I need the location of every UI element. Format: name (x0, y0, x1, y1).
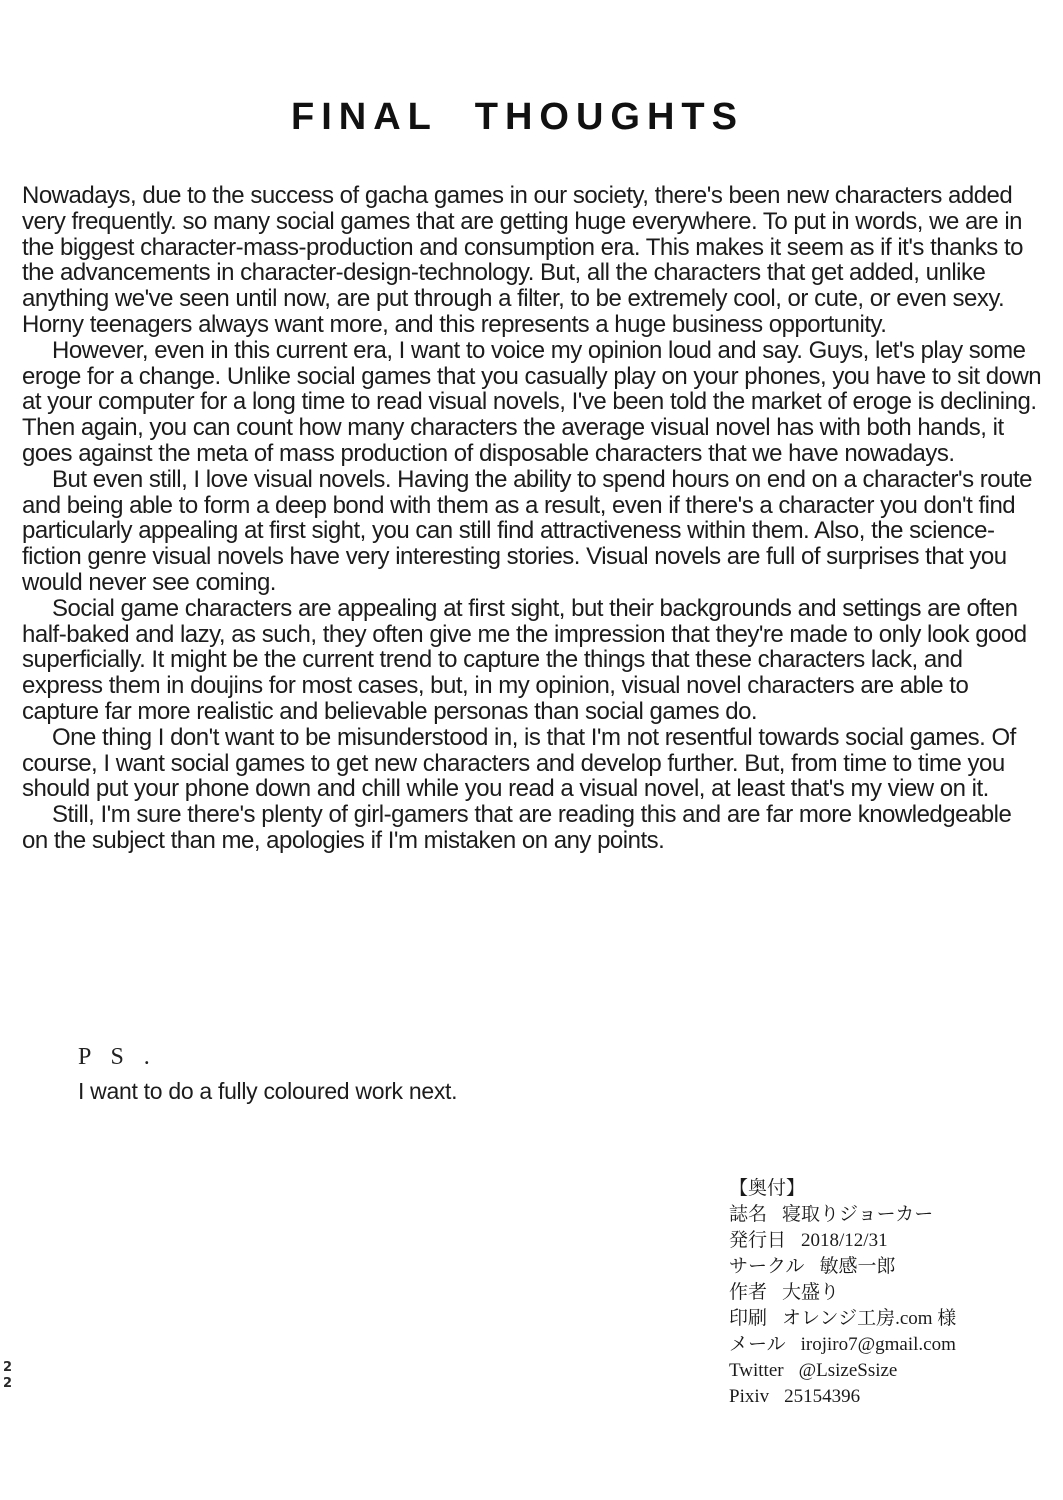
body-paragraph: Social game characters are appealing at first sight, but their backgrounds and settings are often half-baked and lazy, as such, they often give me the impression that they're made to only look good superficially. It might be the current trend to capture the things that these characters lack, and express them in doujins for most cases, but, in my opinion, visual novel characters are able to capture far more realistic and believable personas than social games do. (22, 594, 1027, 725)
colophon-row-publish-date (729, 1228, 956, 1254)
colophon-row-pixiv (729, 1384, 956, 1410)
colophon-value: 寝取りジョーカー (782, 1204, 934, 1225)
colophon-row-author (729, 1280, 956, 1306)
postscript-text: I want to do a fully coloured work next. (78, 1078, 458, 1104)
body-paragraph: Nowadays, due to the success of gacha games in our society, there's been new characters added very frequently. so many social games that are getting huge everywhere. To put in words, we are in the biggest character-mass-production and consumption era. This makes it seem as if it's thanks to the advancements in character-design-technology. But, all the characters that get added, unlike anything we've seen until now, are put through a filter, to be extremely cool, or cute, or even sexy. Horny teenagers always want more, and this represents a huge business opportunity. (22, 182, 1023, 338)
colophon-label: 誌名 (729, 1204, 768, 1225)
body-paragraph: However, even in this current era, I want to voice my opinion loud and say. Guys, let's play some eroge for a change. Unlike social games that you casually play on your phones, you have to sit down at your computer for a long time to read visual novels, I've been told the market of eroge is declining. Then again, you can count how many characters the average visual novel has with both hands, it goes against the meta of mass production of disposable characters that we have nowadays. (22, 336, 1042, 467)
colophon (729, 1176, 956, 1410)
colophon-value: 2018/12/31 (801, 1230, 888, 1251)
postscript (78, 1044, 457, 1105)
colophon-row-twitter (729, 1358, 956, 1384)
colophon-label: サークル (729, 1256, 805, 1277)
body-paragraph: Still, I'm sure there's plenty of girl-gamers that are reading this and are far more knowledgeable on the subject than me, apologies if I'm mistaken on any points. (22, 801, 1012, 854)
body-paragraph: But even still, I love visual novels. Having the ability to spend hours on end on a character's route and being able to form a deep bond with them as a result, even if there's a character you don't find particularly appealing at first sight, you can still find attractiveness within them. Also, the science-fiction genre visual novels have very interesting stories. Visual novels are full of surprises that you would never see coming. (22, 465, 1032, 596)
colophon-value: 敏感一郎 (819, 1256, 896, 1277)
colophon-row-title (729, 1202, 956, 1228)
page-number: 22 (0, 1360, 15, 1392)
colophon-row-printer (729, 1306, 956, 1332)
colophon-label: 発行日 (729, 1230, 787, 1251)
colophon-value: オレンジ工房.com 様 (782, 1308, 957, 1329)
colophon-label: メール (729, 1334, 786, 1355)
afterword-body (22, 183, 1042, 854)
colophon-label: Pixiv (729, 1386, 770, 1407)
colophon-row-email (729, 1332, 956, 1358)
colophon-label: Twitter (729, 1360, 784, 1381)
colophon-value: 大盛り (782, 1282, 840, 1303)
page-title: FINAL THOUGHTS (291, 96, 744, 138)
colophon-header: 【奥付】 (729, 1178, 806, 1199)
body-paragraph: One thing I don't want to be misunderstood in, is that I'm not resentful towards social games. Of course, I want social games to get new characters and develop further. But, from time to time you should put your phone down and chill while you read a visual novel, at least that's my view on it. (22, 723, 1016, 803)
colophon-row-circle (729, 1254, 956, 1280)
colophon-label: 印刷 (729, 1308, 768, 1329)
colophon-value: 25154396 (784, 1386, 861, 1407)
colophon-value: irojiro7@gmail.com (800, 1334, 956, 1355)
colophon-value: @LsizeSsize (798, 1360, 898, 1381)
postscript-label: P S . (78, 1044, 157, 1070)
colophon-label: 作者 (729, 1282, 768, 1303)
